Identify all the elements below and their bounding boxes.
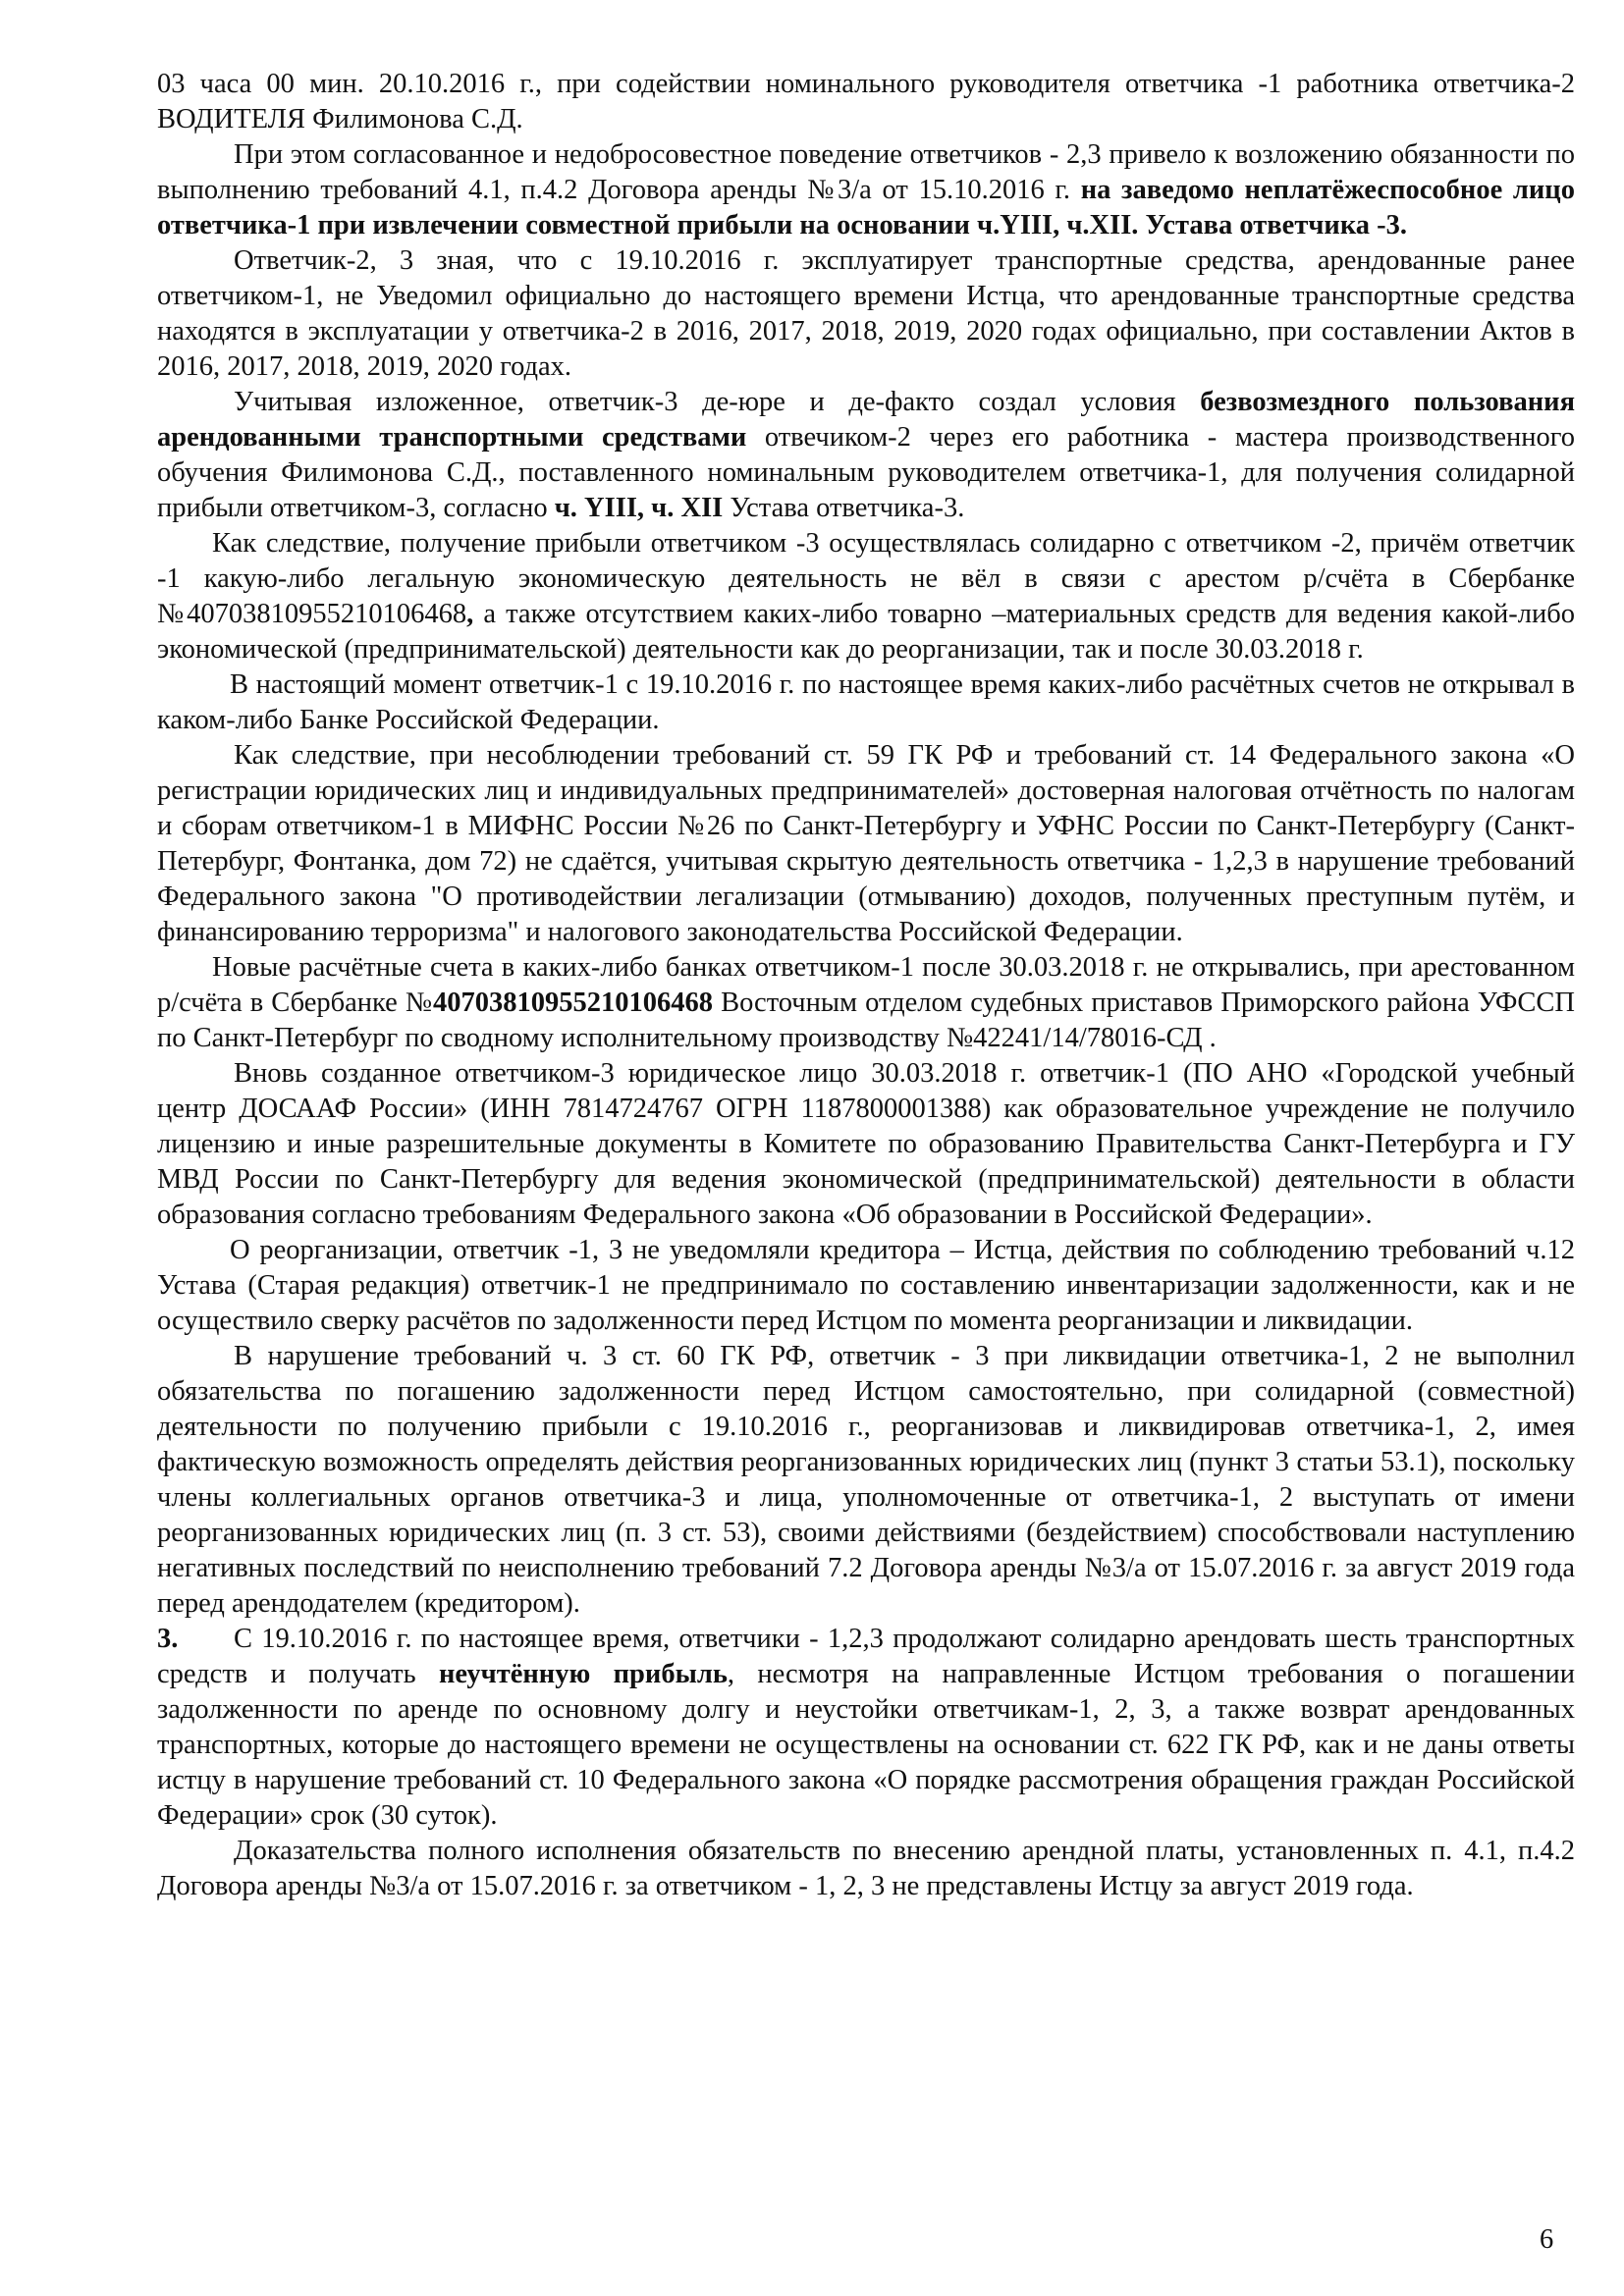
paragraph-3 bbox=[157, 243, 1575, 385]
paragraph-12-numbered bbox=[157, 1622, 1575, 1834]
paragraph-4-bold-a: безвозмездного пользования арендованными транспортными средствами bbox=[157, 387, 1575, 453]
paragraph-9 bbox=[157, 1056, 1575, 1233]
paragraph-5-text-b: а также отсутствием каких-либо товарно –материальных средств для ведения какой-либо экономической (предпринимательской) деятельности как до реорганизации, так и после 30.03.2018 г. bbox=[157, 599, 1576, 665]
paragraph-13 bbox=[157, 1834, 1575, 1904]
paragraph-10 bbox=[157, 1233, 1575, 1339]
paragraph-4-text-c: Устава ответчика-3. bbox=[723, 493, 965, 523]
paragraph-7-text: Как следствие, при несоблюдении требований ст. 59 ГК РФ и требований ст. 14 Федерального закона «О регистрации юридических лиц и индивидуальных предпринимателей» достоверная налоговая отчётность по налогам и сборам ответчиком-1 в МИФНС России №26 по Санкт-Петербургу и УФНС России по Санкт-Петербургу (Санкт-Петербург, Фонтанка, дом 72) не сдаётся, учитывая скрытую деятельность ответчика - 1,2,3 в нарушение требований Федерального закона "О противодействии легализации (отмыванию) доходов, полученных преступным путём, и финансированию терроризма" и налогового законодательства Российской Федерации. bbox=[157, 740, 1575, 947]
paragraph-4-bold-b: ч. YIII, ч. XII bbox=[554, 493, 724, 523]
paragraph-4-text-a: Учитывая изложенное, ответчик-3 де-юре и де-факто создал условия bbox=[234, 387, 1201, 417]
document-body bbox=[157, 67, 1575, 1904]
paragraph-12-bold: неучтённую прибыль bbox=[439, 1659, 728, 1689]
paragraph-9-text: Вновь созданное ответчиком-3 юридическое лицо 30.03.2018 г. ответчик-1 (ПО АНО «Городской учебный центр ДОСААФ России» (ИНН 7814724767 ОГРН 1187800001388) как образовательное учреждение не получило лицензию и иные разрешительные документы в Комитете по образованию Правительства Санкт-Петербурга и ГУ МВД России по Санкт-Петербургу для ведения экономической (предпринимательской) деятельности в области образования согласно требованиям Федерального закона «Об образовании в Российской Федерации». bbox=[157, 1058, 1575, 1230]
paragraph-12-text-a: С 19.10.2016 г. по настоящее время, ответчики - 1,2,3 продолжают солидарно арендовать шесть транспортных средств и получать bbox=[157, 1624, 1575, 1689]
paragraph-6-text: В настоящий момент ответчик-1 с 19.10.2016 г. по настоящее время каких-либо расчётных счетов не открывал в каком-либо Банке Российской Федерации. bbox=[157, 669, 1575, 735]
paragraph-1 bbox=[157, 67, 1575, 137]
paragraph-11-text: В нарушение требований ч. 3 ст. 60 ГК РФ, ответчик - 3 при ликвидации ответчика-1, 2 не выполнил обязательства по погашению задолженности перед Истцом самостоятельно, при солидарной (совместной) деятельности по получению прибыли с 19.10.2016 г., реорганизовав и ликвидировав ответчика-1, 2, имея фактическую возможность определять действия реорганизованных юридических лиц (пункт 3 статьи 53.1), поскольку члены коллегиальных органов ответчика-3 и лица, уполномоченные от ответчика-1, 2 выступать от имени реорганизованных юридических лиц (п. 3 ст. 53), своими действиями (бездействием) способствовали наступлению негативных последствий по неисполнению требований 7.2 Договора аренды №3/а от 15.07.2016 г. за август 2019 года перед арендодателем (кредитором). bbox=[157, 1341, 1575, 1619]
paragraph-12-text-b: , несмотря на направленные Истцом требования о погашении задолженности по аренде по основному долгу и неустойки ответчикам-1, 2, 3, а также возврат арендованных транспортных, которые до настоящего времени не осуществлены на основании ст. 622 ГК РФ, как и не даны ответы истцу в нарушение требований ст. 10 Федерального закона «О порядке рассмотрения обращения граждан Российской Федерации» срок (30 суток). bbox=[157, 1659, 1575, 1831]
section-number: 3. bbox=[157, 1624, 179, 1654]
paragraph-11 bbox=[157, 1339, 1575, 1622]
paragraph-8-text-a: Новые расчётные счета в каких-либо банках ответчиком-1 после 30.03.2018 г. не открывались, при арестованном р/счёта в Сбербанке № bbox=[157, 952, 1575, 1018]
paragraph-4 bbox=[157, 385, 1575, 526]
paragraph-4-text-b: отвечиком-2 через его работника - мастера производственного обучения Филимонова С.Д., поставленного номинальным руководителем ответчика-1, для получения солидарной прибыли ответчиком-3, согласно bbox=[157, 422, 1575, 523]
paragraph-6 bbox=[157, 667, 1575, 738]
paragraph-8 bbox=[157, 950, 1575, 1056]
paragraph-1-text: 03 часа 00 мин. 20.10.2016 г., при содействии номинального руководителя ответчика -1 работника ответчика-2 ВОДИТЕЛЯ Филимонова С.Д. bbox=[157, 69, 1575, 134]
paragraph-2-bold-text: на заведомо неплатёжеспособное лицо ответчика-1 при извлечении совместной прибыли на основании ч.YIII, ч.XII. Устава ответчика -3. bbox=[157, 175, 1575, 240]
paragraph-5 bbox=[157, 526, 1575, 667]
paragraph-3-text: Ответчик-2, 3 зная, что с 19.10.2016 г. эксплуатирует транспортные средства, арендованные ранее ответчиком-1, не Уведомил официально до настоящего времени Истца, что арендованные транспортные средства находятся в эксплуатации у ответчика-2 в 2016, 2017, 2018, 2019, 2020 годах официально, при составлении Актов в 2016, 2017, 2018, 2019, 2020 годах. bbox=[157, 245, 1575, 382]
paragraph-5-text-a: Как следствие, получение прибыли ответчиком -3 осуществлялась солидарно с ответчиком -2, причём ответчик -1 какую-либо легальную экономическую деятельность не вёл в связи с арестом р/счёта в Сбербанке №40703810955210106468 bbox=[157, 528, 1575, 629]
paragraph-7 bbox=[157, 738, 1575, 950]
paragraph-5-bold-comma: , bbox=[466, 599, 474, 629]
paragraph-2-text: При этом согласованное и недобросовестное поведение ответчиков - 2,3 привело к возложению обязанности по выполнению требований 4.1, п.4.2 Договора аренды №3/а от 15.10.2016 г. bbox=[157, 139, 1575, 205]
paragraph-8-account-number: 40703810955210106468 bbox=[433, 988, 714, 1018]
paragraph-13-text: Доказательства полного исполнения обязательств по внесению арендной платы, установленных п. 4.1, п.4.2 Договора аренды №3/а от 15.07.2016 г. за ответчиком - 1, 2, 3 не представлены Истцу за август 2019 года. bbox=[157, 1836, 1575, 1901]
paragraph-8-text-b: Восточным отделом судебных приставов Приморского района УФССП по Санкт-Петербург по сводному исполнительному производству №42241/14/78016-СД . bbox=[157, 988, 1575, 1053]
paragraph-2 bbox=[157, 137, 1575, 243]
page-number: 6 bbox=[1540, 2224, 1554, 2255]
paragraph-10-text: О реорганизации, ответчик -1, 3 не уведомляли кредитора – Истца, действия по соблюдению требований ч.12 Устава (Старая редакция) ответчик-1 не предпринимало по составлению инвентаризации задолженности, как и не осуществило сверку расчётов по задолженности перед Истцом по момента реорганизации и ликвидации. bbox=[157, 1235, 1575, 1336]
